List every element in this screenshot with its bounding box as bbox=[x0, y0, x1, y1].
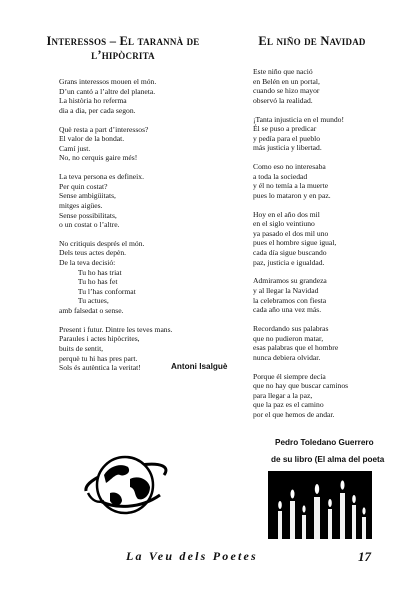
right_poem-line: cada año una vez más. bbox=[253, 305, 322, 315]
left_poem-stanza bbox=[59, 172, 172, 230]
left_poem-line: o un costat o l’altre. bbox=[59, 220, 120, 230]
left_poem-line: De la teva decisió: bbox=[59, 258, 116, 268]
right_poem-line: Él se puso a predicar bbox=[253, 124, 317, 134]
left_poem-line: Present i futur. Dintre les teves mans. bbox=[59, 324, 173, 334]
right_poem-line: para llegar a la paz, bbox=[253, 390, 313, 400]
left_poem-line: Sense ambigüitats, bbox=[59, 191, 116, 201]
left-poem-body bbox=[59, 77, 172, 382]
left_poem-line: mitges aigües. bbox=[59, 200, 103, 210]
right_poem-stanza bbox=[253, 162, 348, 200]
left_poem-line: Dels teus actes depèn. bbox=[59, 248, 127, 258]
left_poem-line: Tu ho has fet bbox=[59, 277, 118, 287]
globe-with-ring-icon bbox=[80, 435, 170, 525]
right_poem-line: más justicia y libertad. bbox=[253, 143, 322, 153]
right_poem-stanza bbox=[253, 210, 348, 268]
right_poem-line: que no hay que buscar caminos bbox=[253, 381, 349, 391]
right_poem-line: Hoy en el año dos mil bbox=[253, 209, 320, 219]
left_poem-line: No, no cerquis gaire més! bbox=[59, 153, 138, 163]
left_poem-stanza bbox=[59, 77, 172, 115]
right_poem-line: en el siglo veintiuno bbox=[253, 219, 315, 229]
left_poem-line: Sols és autèntica la veritat! bbox=[59, 363, 141, 373]
left_poem-line: Paraules i actes hipòcrites, bbox=[59, 334, 140, 344]
right_poem-line: y él no temía a la muerte bbox=[253, 181, 329, 191]
left_poem-line: Què resta a part d’interessos? bbox=[59, 124, 149, 134]
right_poem-line: a toda la sociedad bbox=[253, 171, 308, 181]
left-poem-title bbox=[38, 34, 208, 62]
left_poem-line: dia a dia, per cada segon. bbox=[59, 105, 136, 115]
right_poem-line: Como eso no interesaba bbox=[253, 162, 326, 172]
left_poem-line: amb falsedat o sense. bbox=[59, 306, 124, 316]
right_poem-line: observó la realidad. bbox=[253, 95, 313, 105]
right_poem-stanza bbox=[253, 67, 348, 105]
right-poem-author: Pedro Toledano Guerrero bbox=[275, 438, 374, 447]
right_poem-line: en Belén en un portal, bbox=[253, 76, 320, 86]
candles-photo bbox=[268, 471, 372, 539]
right_poem-stanza bbox=[253, 115, 348, 153]
left_poem-line: Tu actues, bbox=[59, 296, 109, 306]
left_poem-line: Grans interessos mouen el món. bbox=[59, 77, 157, 86]
magazine-title: La Veu dels Poetes bbox=[126, 549, 258, 563]
left-poem-author: Antoni Isalguè bbox=[171, 362, 228, 371]
right_poem-line: Porque él siempre decía bbox=[253, 371, 326, 381]
left-poem-title-line-1: Interessos – El tarannà de bbox=[46, 34, 200, 48]
left_poem-line: buits de sentit, bbox=[59, 344, 104, 353]
right_poem-line: y pedía para el pueblo bbox=[253, 133, 321, 143]
right_poem-line: Este niño que nació bbox=[253, 67, 313, 76]
left_poem-stanza bbox=[59, 125, 172, 163]
right_poem-line: Admiramos su grandeza bbox=[253, 276, 327, 286]
left_poem-stanza bbox=[59, 239, 172, 316]
page-number: 17 bbox=[358, 549, 371, 564]
right-poem-title: El niño de Navidad bbox=[258, 34, 366, 48]
left_poem-line: La teva persona es defineix. bbox=[59, 172, 144, 182]
right_poem-stanza bbox=[253, 324, 348, 362]
right_poem-line: pues lo mataron y en paz. bbox=[253, 190, 331, 200]
left_poem-line: Per quin costat? bbox=[59, 181, 108, 191]
left_poem-line: Tu l’has conformat bbox=[59, 286, 136, 296]
right_poem-line: ¡Tanta injusticia en el mundo! bbox=[253, 114, 344, 124]
left_poem-line: El valor de la bondat. bbox=[59, 134, 125, 144]
right_poem-stanza bbox=[253, 276, 348, 314]
right_poem-line: y al llegar la Navidad bbox=[253, 286, 319, 296]
right-poem-body bbox=[253, 67, 348, 429]
left-poem-title-line-2: l’hipòcrita bbox=[91, 48, 155, 62]
right_poem-stanza bbox=[253, 372, 348, 420]
right_poem-line: esas palabras que el hombre bbox=[253, 343, 339, 353]
left_poem-line: Sense possibilitats, bbox=[59, 210, 117, 220]
left_poem-line: perquè tu hi has pres part. bbox=[59, 353, 138, 363]
left_poem-line: Camí just. bbox=[59, 143, 91, 153]
right_poem-line: ya pasado el dos mil uno bbox=[253, 228, 329, 238]
right-poem-source: de su libro (El alma del poeta bbox=[271, 455, 385, 464]
left_poem-line: Tu ho has triat bbox=[59, 267, 122, 277]
right_poem-line: nunca debiera olvidar. bbox=[253, 352, 321, 362]
right_poem-line: paz, justicia e igualdad. bbox=[253, 257, 325, 267]
right_poem-line: cada día sigue buscando bbox=[253, 248, 327, 258]
left_poem-line: La història ho referma bbox=[59, 96, 127, 106]
right_poem-line: Recordando sus palabras bbox=[253, 324, 329, 333]
right_poem-line: que la paz es el camino bbox=[253, 400, 324, 410]
right_poem-line: pues el hombre sigue igual, bbox=[253, 238, 337, 248]
right_poem-line: por el que hemos de andar. bbox=[253, 409, 335, 419]
right_poem-line: la celebramos con fiesta bbox=[253, 295, 327, 305]
right_poem-line: cuando se hizo mayor bbox=[253, 86, 320, 96]
left_poem-stanza bbox=[59, 325, 172, 373]
right_poem-line: que no pudieron matar, bbox=[253, 333, 324, 343]
left_poem-line: No critiquis després el món. bbox=[59, 238, 145, 248]
left_poem-line: D’un cantó a l’altre del planeta. bbox=[59, 86, 156, 96]
